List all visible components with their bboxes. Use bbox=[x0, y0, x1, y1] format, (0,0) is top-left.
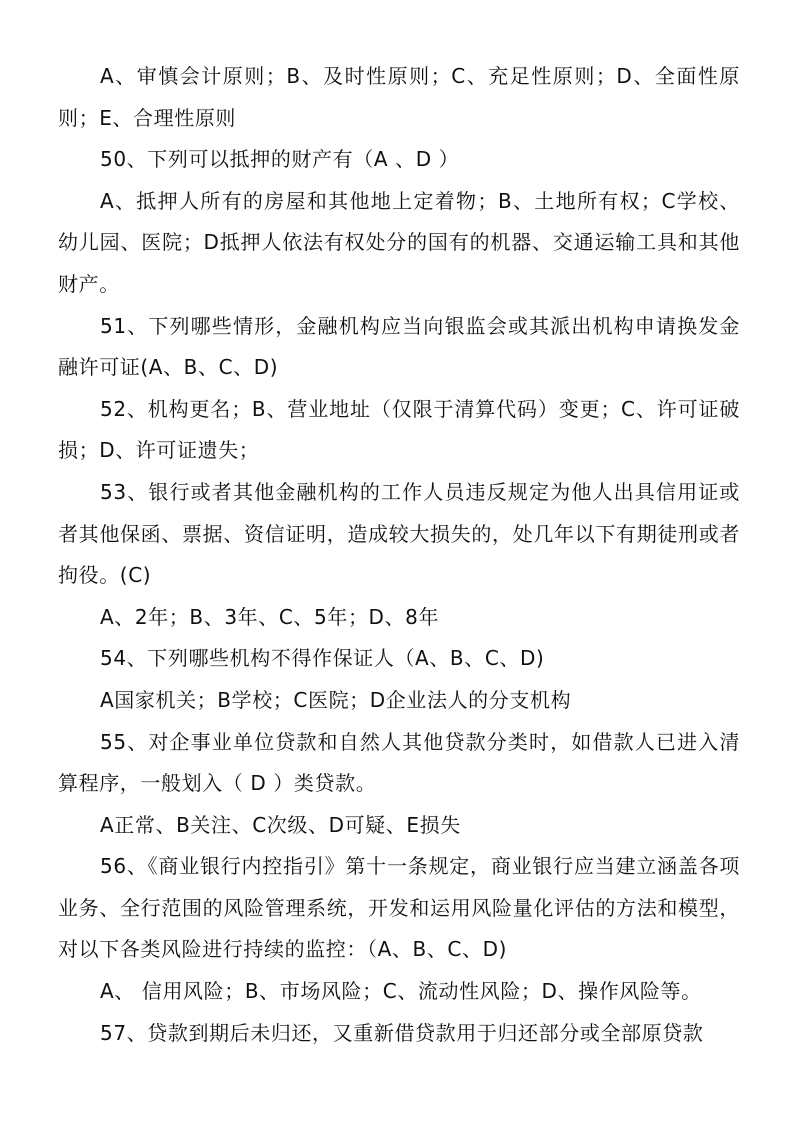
answer-options-53: A、2年；B、3年、C、5年；D、8年 bbox=[100, 604, 440, 629]
paragraph-answer-options-49: A、审慎会计原则；B、及时性原则；C、充足性原则；D、全面性原则；E、合理性原则 bbox=[58, 64, 740, 130]
question-57: 57、贷款到期后未归还，又重新借贷款用于归还部分或全部原贷款 bbox=[100, 1020, 704, 1045]
question-50: 50、下列可以抵押的财产有（A 、D ） bbox=[100, 147, 460, 172]
answer-options-55: A正常、B关注、C次级、D可疑、E损失 bbox=[100, 812, 461, 837]
question-54: 54、下列哪些机构不得作保证人（A、B、C、D) bbox=[100, 646, 545, 671]
answer-options-56: A、 信用风险；B、市场风险；C、流动性风险；D、操作风险等。 bbox=[100, 979, 702, 1004]
document-page bbox=[58, 56, 740, 1054]
question-53: 53、银行或者其他金融机构的工作人员违反规定为他人出具信用证或者其他保函、票据、资信证明，造成较大损失的，处几年以下有期徒刑或者拘役。(C) bbox=[58, 479, 740, 588]
answer-options-50: A、抵押人所有的房屋和其他地上定着物；B、土地所有权；C学校、幼儿园、医院；D抵押人依法有权处分的国有的机器、交通运输工具和其他财产。 bbox=[58, 188, 740, 296]
question-51: 51、下列哪些情形，金融机构应当向银监会或其派出机构申请换发金融许可证(A、B、C、D) bbox=[58, 313, 740, 380]
answer-options-54: A国家机关；B学校；C医院；D企业法人的分支机构 bbox=[100, 687, 572, 712]
answer-options-51: 52、机构更名；B、营业地址（仅限于清算代码）变更；C、许可证破损；D、许可证遗失； bbox=[58, 396, 740, 463]
question-55: 55、对企事业单位贷款和自然人其他贷款分类时，如借款人已进入清算程序，一般划入（ D ）类贷款。 bbox=[58, 729, 740, 796]
question-56: 56、《商业银行内控指引》第十一条规定，商业银行应当建立涵盖各项业务、全行范围的风险管理系统，开发和运用风险量化评估的方法和模型，对以下各类风险进行持续的监控：（A、B、C、D) bbox=[58, 854, 740, 962]
